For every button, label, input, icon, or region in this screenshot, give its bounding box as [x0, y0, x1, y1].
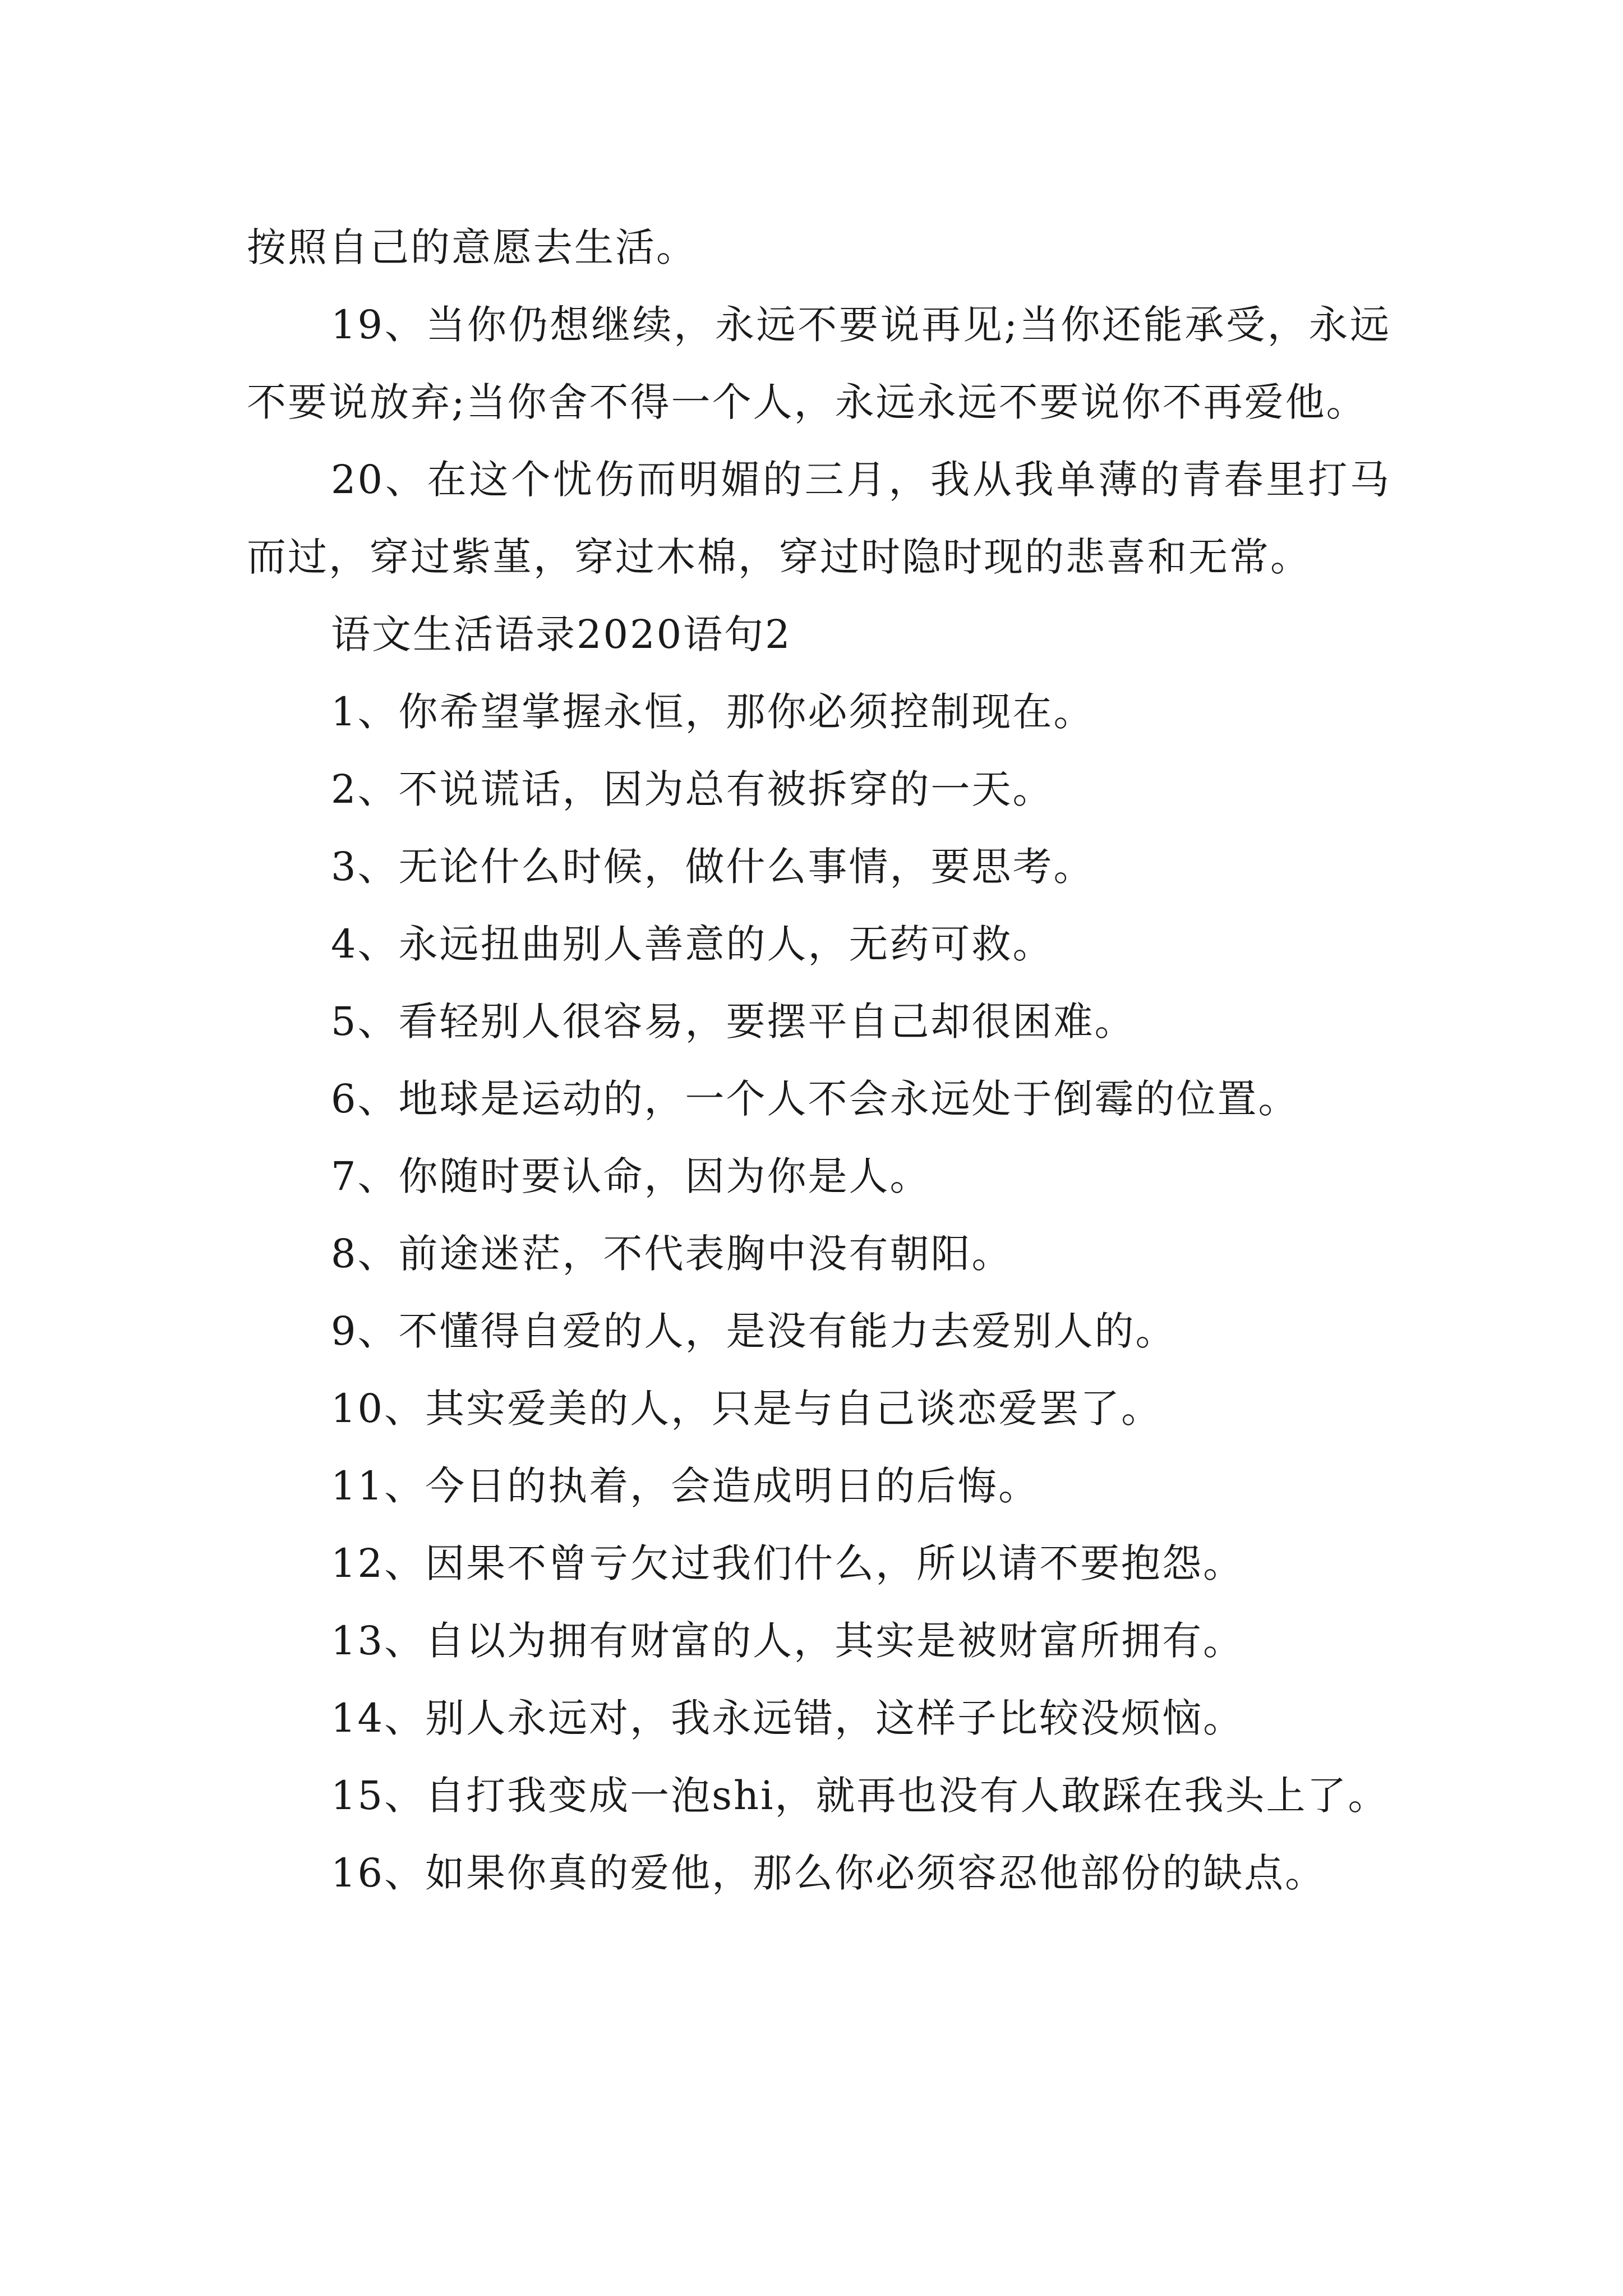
- list-item: 16、如果你真的爱他，那么你必须容忍他部份的缺点。: [331, 1850, 1326, 1896]
- list-item: 5、看轻别人很容易，要摆平自己却很困难。: [331, 999, 1136, 1045]
- list-item: 11、今日的执着，会造成明日的后悔。: [331, 1463, 1040, 1509]
- paragraph-20: 20、在这个忧伤而明媚的三月，我从我单薄的青春里打马而过，穿过紫堇，穿过木棉，穿过时隐时现的悲喜和无常。: [247, 457, 1391, 580]
- list-item: 15、自打我变成一泡shi，就再也没有人敢踩在我头上了。: [331, 1773, 1389, 1819]
- list-item: 10、其实爱美的人，只是与自己谈恋爱罢了。: [331, 1386, 1163, 1432]
- list-item: 2、不说谎话，因为总有被拆穿的一天。: [331, 766, 1054, 812]
- list-item: 12、因果不曾亏欠过我们什么，所以请不要抱怨。: [331, 1540, 1244, 1586]
- list-item: 14、别人永远对，我永远错，这样子比较没烦恼。: [331, 1695, 1244, 1741]
- paragraph-continuation: 按照自己的意愿去生活。: [247, 224, 697, 270]
- list-item: 13、自以为拥有财富的人，其实是被财富所拥有。: [331, 1618, 1244, 1664]
- list-item: 7、你随时要认命，因为你是人。: [331, 1153, 931, 1199]
- list-item: 6、地球是运动的，一个人不会永远处于倒霉的位置。: [331, 1076, 1299, 1122]
- document-body: [247, 209, 1391, 1912]
- quote-list: [247, 673, 1391, 1912]
- section-heading: 语文生活语录2020语句2: [331, 611, 792, 657]
- list-item: 3、无论什么时候，做什么事情，要思考。: [331, 844, 1095, 890]
- list-item: 1、你希望掌握永恒，那你必须控制现在。: [331, 689, 1095, 735]
- paragraph-19: 19、当你仍想继续，永远不要说再见;当你还能承受，永远不要说放弃;当你舍不得一个人，永远永远不要说你不再爱他。: [247, 302, 1391, 425]
- list-item: 4、永远扭曲别人善意的人，无药可救。: [331, 921, 1054, 967]
- list-item: 9、不懂得自爱的人，是没有能力去爱别人的。: [331, 1308, 1177, 1354]
- list-item: 8、前途迷茫，不代表胸中没有朝阳。: [331, 1231, 1013, 1277]
